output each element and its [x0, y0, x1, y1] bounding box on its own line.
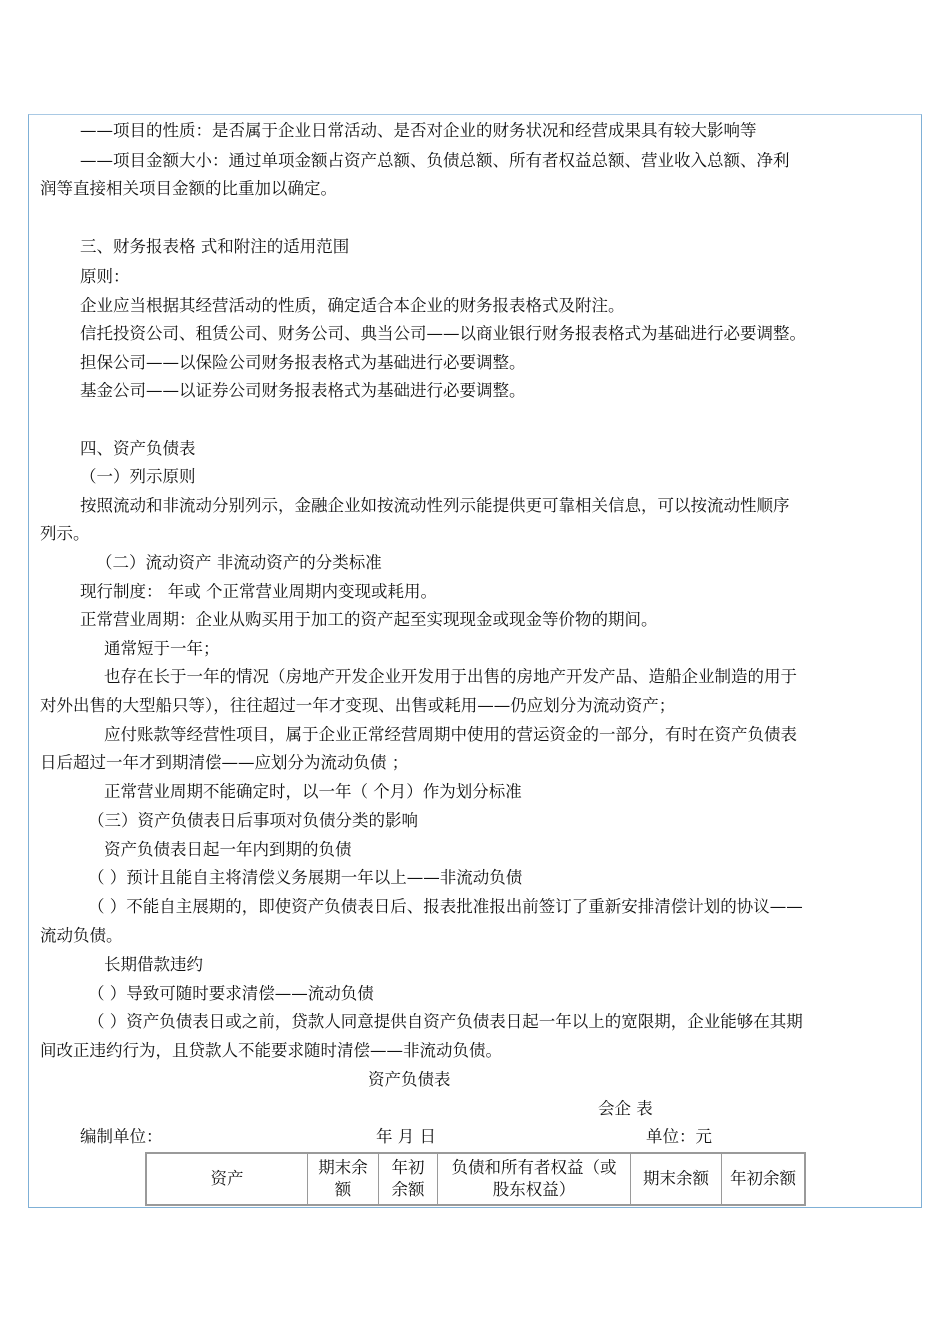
table-header-row	[146, 1153, 805, 1205]
section-heading: 四、资产负债表	[80, 439, 196, 458]
report-code: 会企 表	[598, 1099, 653, 1118]
paragraph-line: （ ）资产负债表日或之前，贷款人同意提供自资产负债表日起一年以上的宽限期，企业能够在其期	[88, 1012, 803, 1031]
report-date-label: 年 月 日	[376, 1127, 436, 1146]
header-opening-balance: 年初 余额	[379, 1153, 438, 1205]
paragraph-line: ——项目的性质：是否属于企业日常活动、是否对企业的财务状况和经营成果具有较大影响等	[80, 121, 757, 140]
header-liabilities-equity: 负债和所有者权益（或 股东权益）	[438, 1153, 631, 1205]
paragraph-line: 也存在长于一年的情况（房地产开发企业开发用于出售的房地产开发产品、造船企业制造的用于	[104, 667, 797, 686]
paragraph-line: 通常短于一年；	[104, 639, 220, 658]
section-heading: 三、财务报表格 式和附注的适用范围	[80, 237, 350, 256]
paragraph-line: 担保公司——以保险公司财务报表格式为基础进行必要调整。	[80, 353, 526, 372]
paragraph-line: ——项目金额大小：通过单项金额占资产总额、负债总额、所有者权益总额、营业收入总额、净利	[80, 151, 790, 170]
paragraph-line: 企业应当根据其经营活动的性质，确定适合本企业的财务报表格式及附注。	[80, 296, 625, 315]
header-closing-balance-2: 期末余额	[631, 1153, 722, 1205]
subsection-heading: （二）流动资产 非流动资产的分类标准	[96, 553, 382, 572]
paragraph-line: 正常营业周期：企业从购买用于加工的资产起至实现现金或现金等价物的期间。	[80, 610, 658, 629]
paragraph-line: 列示。	[40, 524, 90, 543]
subsection-heading: （三）资产负债表日后事项对负债分类的影响	[88, 811, 418, 830]
paragraph-line: 基金公司——以证券公司财务报表格式为基础进行必要调整。	[80, 381, 526, 400]
balance-sheet-table	[145, 1152, 806, 1206]
paragraph-line: 对外出售的大型船只等），往往超过一年才变现、出售或耗用——仍应划分为流动资产；	[40, 696, 676, 715]
report-currency-label: 单位：元	[646, 1127, 712, 1146]
paragraph-line: 流动负债。	[40, 926, 123, 945]
paragraph-line: 原则：	[80, 267, 130, 286]
paragraph-line: 资产负债表日起一年内到期的负债	[104, 840, 352, 859]
paragraph-line: （ ）不能自主展期的，即使资产负债表日后、报表批准报出前签订了重新安排清偿计划的协议——	[88, 897, 803, 916]
paragraph-line: 正常营业周期不能确定时，以一年（ 个月）作为划分标准	[104, 782, 522, 801]
paragraph-line: 长期借款违约	[104, 955, 203, 974]
header-opening-balance-2: 年初余额	[722, 1153, 806, 1205]
header-assets: 资产	[146, 1153, 308, 1205]
header-closing-balance: 期末余 额	[308, 1153, 379, 1205]
paragraph-line: 按照流动和非流动分别列示，金融企业如按流动性列示能提供更可靠相关信息，可以按流动性顺序	[80, 496, 790, 515]
paragraph-line: 润等直接相关项目金额的比重加以确定。	[40, 179, 337, 198]
paragraph-line: 间改正违约行为，且贷款人不能要求随时清偿——非流动负债。	[40, 1041, 502, 1060]
paragraph-line: 信托投资公司、租赁公司、财务公司、典当公司——以商业银行财务报表格式为基础进行必要调整。	[80, 324, 806, 343]
subsection-heading: （一）列示原则	[80, 467, 196, 486]
paragraph-line: 应付账款等经营性项目，属于企业正常经营周期中使用的营运资金的一部分，有时在资产负债表	[104, 725, 797, 744]
paragraph-line: （ ）预计且能自主将清偿义务展期一年以上——非流动负债	[88, 868, 523, 887]
paragraph-line: （ ）导致可随时要求清偿——流动负债	[88, 984, 374, 1003]
paragraph-line: 现行制度： 年或 个正常营业周期内变现或耗用。	[80, 582, 437, 601]
report-unit-label: 编制单位：	[80, 1127, 163, 1146]
report-title: 资产负债表	[368, 1070, 451, 1089]
paragraph-line: 日后超过一年才到期清偿——应划分为流动负债 ；	[40, 753, 409, 772]
